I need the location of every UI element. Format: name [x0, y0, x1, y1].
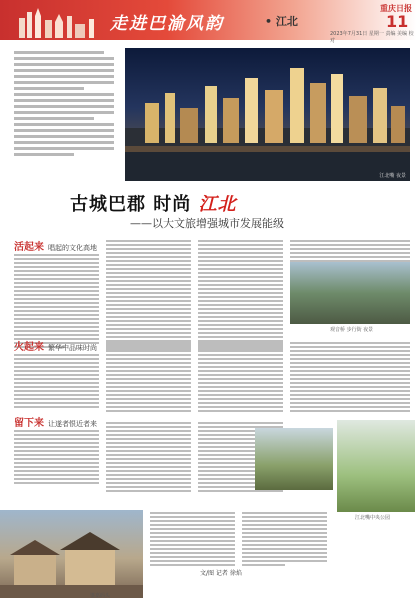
article-column-4b	[242, 510, 327, 568]
section-heading-3	[14, 414, 97, 429]
section-heading-2	[14, 338, 97, 353]
photo-street-scene	[290, 262, 410, 324]
page-number: 11	[386, 12, 409, 31]
banner-title: 走进巴渝风韵	[110, 14, 224, 34]
byline: 文/图 记者 徐焰	[200, 570, 242, 577]
photo-street-caption: 观音桥 步行街 夜景	[330, 327, 374, 333]
page-header-banner	[0, 0, 417, 44]
hero-photo-caption: 江北嘴 夜景	[379, 173, 406, 179]
photo-park-caption: 江北嘴中央公园	[355, 515, 391, 521]
photo-ancient-town	[0, 510, 143, 598]
photo-town-caption: 鎏嘉码头	[90, 593, 111, 599]
article-column-2c	[198, 340, 283, 414]
section-heading-1	[14, 238, 97, 253]
hero-photo-skyline	[125, 48, 410, 181]
article-column-2d	[290, 340, 410, 414]
article-column-1a	[14, 252, 99, 350]
article-column-2a	[14, 352, 99, 410]
district-label: • 江北	[265, 15, 298, 28]
headline-part-1: 古城巴郡 时尚	[70, 194, 192, 215]
article-column-1b	[106, 238, 191, 352]
article-column-2b	[106, 340, 191, 414]
article-column-3b	[106, 420, 191, 494]
skyline-illustration	[15, 4, 105, 38]
article-column-1d	[290, 238, 410, 264]
headline-subtitle: ——以大文旅增强城市发展能级	[130, 217, 284, 230]
section-1-title: 活起来	[14, 242, 44, 253]
newspaper-name: 重庆日报	[380, 4, 412, 13]
photo-green-park	[337, 420, 415, 512]
ancient-buildings-illustration	[0, 510, 143, 598]
section-1-subtitle: 唱起的文化高地	[48, 244, 97, 252]
photo-park-path	[255, 428, 333, 490]
main-headline	[70, 190, 237, 216]
article-column-4a	[150, 510, 235, 568]
section-2-subtitle: 繁华中品味时尚	[48, 344, 97, 352]
article-column-1c	[198, 238, 283, 352]
headline-part-2: 江北	[198, 194, 237, 215]
city-skyline-photo	[125, 48, 410, 181]
article-column-3a	[14, 428, 99, 486]
section-2-title: 火起来	[14, 342, 44, 353]
section-3-subtitle: 让遂者恨近者来	[48, 420, 97, 428]
issue-meta: 2023年7月31日 星期一 责编 美编 校对	[330, 31, 414, 44]
section-3-title: 留下来	[14, 418, 44, 429]
lead-paragraph	[14, 48, 114, 159]
